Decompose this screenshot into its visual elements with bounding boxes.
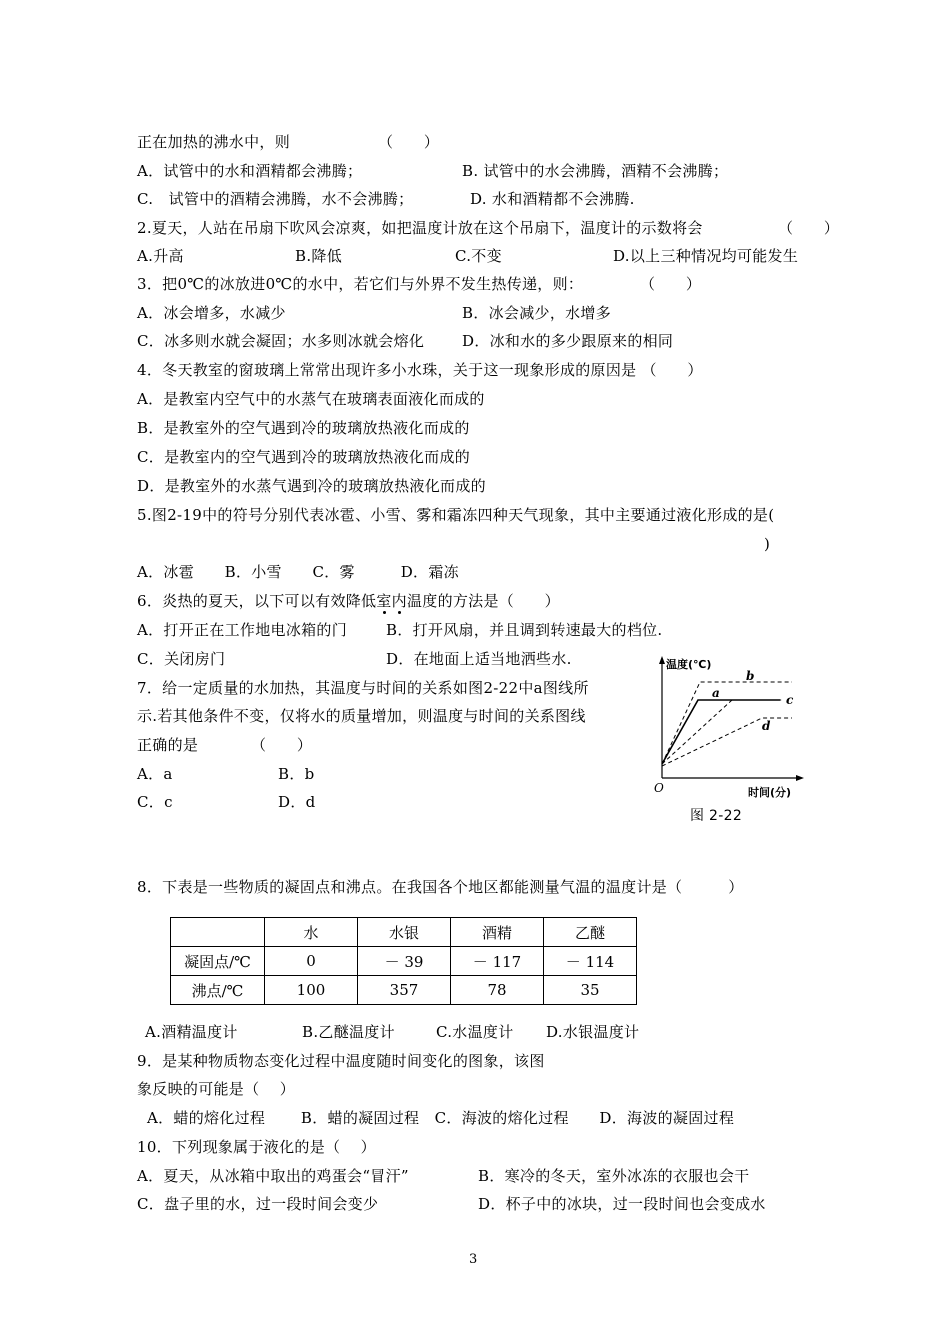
q4-option-b: B．是教室外的空气遇到冷的玻璃放热液化而成的 xyxy=(137,419,470,437)
table-row xyxy=(171,976,637,1005)
q2-option-a: A.升高 xyxy=(137,247,184,265)
table-cell: － 114 xyxy=(544,947,637,976)
q2-answer-blank: （ ） xyxy=(778,219,840,237)
curve-d-label: d xyxy=(762,719,771,733)
q7-option-a: A．a xyxy=(137,765,173,783)
q4-option-a: A．是教室内空气中的水蒸气在玻璃表面液化而成的 xyxy=(137,390,485,408)
q1-option-d: D. 水和酒精都不会沸腾. xyxy=(470,190,635,208)
q2-option-b: B.降低 xyxy=(295,247,342,265)
q2-stem: 2.夏天，人站在吊扇下吹风会凉爽，如把温度计放在这个吊扇下，温度计的示数将会 xyxy=(137,219,703,237)
table-cell: － 117 xyxy=(451,947,544,976)
q4-option-c: C．是教室内的空气遇到冷的玻璃放热液化而成的 xyxy=(137,448,471,466)
q6-option-d: D．在地面上适当地洒些水. xyxy=(386,650,572,668)
q10-option-d: D．杯子中的冰块，过一段时间也会变成水 xyxy=(478,1195,766,1213)
q7-stem-line1: 7．给一定质量的水加热，其温度与时间的关系如图2-22中a图线所 xyxy=(137,679,589,697)
q5-answer-blank: ) xyxy=(764,535,771,553)
origin-label: O xyxy=(654,781,664,795)
table-cell: 35 xyxy=(544,976,637,1005)
q6-option-b: B．打开风扇，并且调到转速最大的档位. xyxy=(386,621,663,639)
page-number: 3 xyxy=(469,1252,478,1267)
table-cell: － 39 xyxy=(358,947,451,976)
q1-option-c: C. 试管中的酒精会沸腾，水不会沸腾； xyxy=(137,190,414,208)
table-header-cell: 水 xyxy=(265,918,358,947)
q6-stem xyxy=(137,591,560,611)
q3-option-c: C．冰多则水就会凝固；水多则冰就会熔化 xyxy=(137,332,425,350)
table-header-cell xyxy=(171,918,265,947)
q5-options: A．冰雹 B．小雪 C．雾 D．霜冻 xyxy=(137,563,459,581)
q1-option-b: B. 试管中的水会沸腾，酒精不会沸腾； xyxy=(462,162,729,180)
q3-option-d: D．冰和水的多少跟原来的相同 xyxy=(462,332,674,350)
q1-answer-blank: （ ） xyxy=(378,133,440,151)
table-row xyxy=(171,947,637,976)
y-axis-label: 温度(℃) xyxy=(666,658,712,671)
q7-option-b: B．b xyxy=(278,765,315,783)
q8-option-c: C.水温度计 xyxy=(436,1023,514,1041)
q10-option-c: C．盘子里的水，过一段时间会变少 xyxy=(137,1195,379,1213)
q6-option-a: A．打开正在工作地电冰箱的门 xyxy=(137,621,348,639)
q5-stem: 5.图2-19中的符号分别代表冰雹、小雪、雾和霜冻四种天气现象，其中主要通过液化形成的是( xyxy=(137,506,775,524)
q1-stem-tail: 正在加热的沸水中，则 xyxy=(137,133,291,151)
q3-stem: 3．把0℃的冰放进0℃的水中，若它们与外界不发生热传递，则： xyxy=(137,275,584,293)
q7-stem-line3: 正确的是 xyxy=(137,736,199,754)
q4-option-d: D．是教室外的水蒸气遇到冷的玻璃放热液化而成的 xyxy=(137,477,486,495)
table-cell: 357 xyxy=(358,976,451,1005)
table-cell: 凝固点/℃ xyxy=(171,947,265,976)
table-header-row xyxy=(171,918,637,947)
table-cell: 100 xyxy=(265,976,358,1005)
q9-stem-line2: 象反映的可能是（ ） xyxy=(137,1080,296,1098)
q3-answer-blank: （ ） xyxy=(640,275,702,293)
curve-b xyxy=(662,682,792,764)
q8-option-a: A.酒精温度计 xyxy=(145,1023,238,1041)
curve-d xyxy=(662,718,792,766)
q9-stem-line1: 9．是某种物质物态变化过程中温度随时间变化的图象，该图 xyxy=(137,1052,545,1070)
q10-option-a: A．夏天，从冰箱中取出的鸡蛋会“冒汗” xyxy=(137,1167,409,1185)
x-axis-arrow-icon xyxy=(796,775,804,781)
table-cell: 沸点/℃ xyxy=(171,976,265,1005)
table-header-cell: 酒精 xyxy=(451,918,544,947)
q10-stem: 10．下列现象属于液化的是（ ） xyxy=(137,1138,376,1156)
q8-option-d: D.水银温度计 xyxy=(546,1023,640,1041)
q9-options: A．蜡的熔化过程 B．蜡的凝固过程 C．海波的熔化过程 D．海波的凝固过程 xyxy=(147,1109,735,1127)
q7-answer-blank: （ ） xyxy=(251,736,313,754)
q6-emphasis-char: 内 xyxy=(391,592,407,610)
figure-caption: 图 2-22 xyxy=(690,808,743,824)
curve-c-label: c xyxy=(786,693,794,707)
table-cell: 0 xyxy=(265,947,358,976)
figure-2-22 xyxy=(652,654,812,804)
q3-option-b: B．冰会减少，水增多 xyxy=(462,304,612,322)
q4-stem: 4．冬天教室的窗玻璃上常常出现许多小水珠，关于这一现象形成的原因是 （ ） xyxy=(137,361,703,379)
q2-option-c: C.不变 xyxy=(455,247,502,265)
curve-b-label: b xyxy=(746,669,755,683)
q6-emphasis-char: 室 xyxy=(376,592,392,610)
x-axis-label: 时间(分) xyxy=(748,786,792,799)
q2-option-d: D.以上三种情况均可能发生 xyxy=(613,247,799,265)
q3-option-a: A．冰会增多，水减少 xyxy=(137,304,286,322)
table-cell: 78 xyxy=(451,976,544,1005)
q6-stem-part1: 6．炎热的夏天，以下可以有效降低 xyxy=(137,592,377,610)
q8-stem: 8．下表是一些物质的凝固点和沸点。在我国各个地区都能测量气温的温度计是（ ） xyxy=(137,878,744,896)
curve-a-label: a xyxy=(712,686,720,700)
q7-stem-line2: 示.若其他条件不变，仅将水的质量增加，则温度与时间的关系图线 xyxy=(137,707,586,725)
q6-option-c: C．关闭房门 xyxy=(137,650,226,668)
table-header-cell: 水银 xyxy=(358,918,451,947)
q6-stem-part2: 温度的方法是（ ） xyxy=(406,592,560,610)
y-axis-arrow-icon xyxy=(659,656,665,664)
q1-option-a: A．试管中的水和酒精都会沸腾； xyxy=(137,162,363,180)
q7-option-c: C．c xyxy=(137,793,173,811)
q7-option-d: D．d xyxy=(278,793,316,811)
properties-table xyxy=(170,917,637,1005)
q8-option-b: B.乙醚温度计 xyxy=(302,1023,395,1041)
table-header-cell: 乙醚 xyxy=(544,918,637,947)
q10-option-b: B．寒冷的冬天，室外冰冻的衣服也会干 xyxy=(478,1167,750,1185)
